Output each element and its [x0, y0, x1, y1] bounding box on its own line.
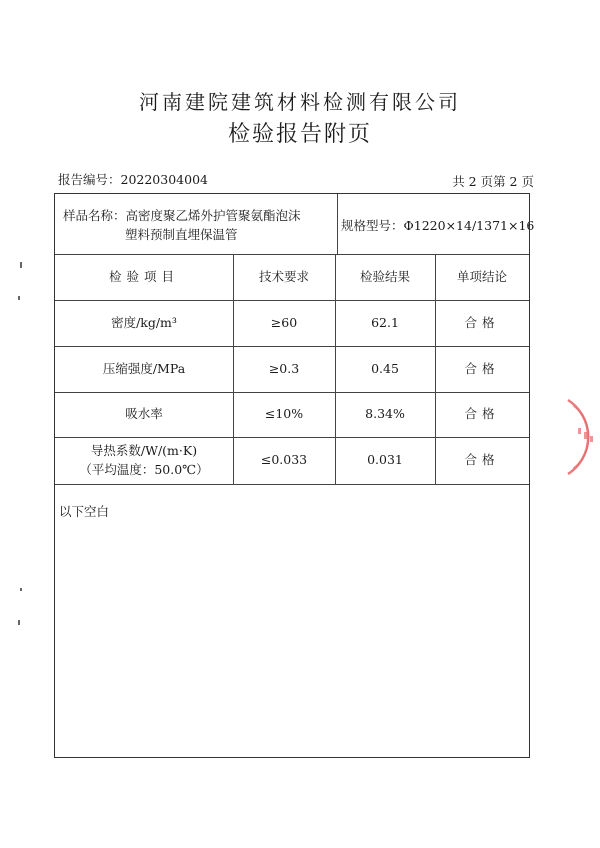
- inspection-table: [54, 193, 535, 758]
- scan-mark: [18, 620, 20, 625]
- table-cell-item: 密度/kg/m³: [111, 314, 177, 330]
- page-title: 检验报告附页: [227, 122, 372, 147]
- item-label: 导热系数/W/(m·K): [90, 443, 198, 459]
- blank-below-note: 以下空白: [59, 504, 110, 519]
- spec-label: 规格型号：: [341, 218, 404, 233]
- scan-mark: [20, 588, 22, 591]
- item-note: （平均温度：50.0℃）: [79, 461, 209, 477]
- table-cell-requirement: ≥0.3: [268, 360, 300, 376]
- organization-name: 河南建院建筑材料检测有限公司: [139, 90, 461, 114]
- spec-value: Φ1220×14/1371×16: [403, 218, 535, 233]
- sample-name-line2: 塑料预制直埋保温管: [125, 227, 238, 243]
- header-item: 检验项目: [108, 268, 179, 284]
- header-conclusion: 单项结论: [456, 268, 507, 284]
- table-cell-item: 吸水率: [125, 406, 163, 422]
- table-cell-item: 压缩强度/MPa: [102, 360, 186, 376]
- sample-name: [63, 206, 335, 245]
- table-cell-requirement: ≤0.033: [260, 452, 308, 468]
- report-number: 报告编号：20220304004: [58, 172, 208, 187]
- spec-field: [341, 216, 534, 234]
- page-indicator: 共 2 页第 2 页: [452, 174, 534, 189]
- sample-name-label: 样品名称：: [63, 208, 126, 223]
- header-result: 检验结果: [359, 268, 410, 284]
- sample-name-line1: 高密度聚乙烯外护管聚氨酯泡沫: [125, 208, 301, 223]
- table-cell-result: 0.031: [367, 452, 403, 468]
- table-cell-result: 62.1: [371, 314, 399, 330]
- table-cell-requirement: ≤10%: [264, 406, 304, 422]
- table-cell-item: [55, 437, 233, 484]
- header-requirement: 技术要求: [258, 268, 309, 284]
- table-cell-conclusion: 合格: [464, 406, 500, 422]
- scan-mark: [18, 296, 20, 300]
- row-divider: [55, 484, 529, 485]
- column-divider: [337, 194, 338, 254]
- table-cell-conclusion: 合格: [464, 314, 500, 330]
- table-cell-conclusion: 合格: [464, 452, 500, 468]
- table-cell-conclusion: 合格: [464, 360, 500, 376]
- table-cell-requirement: ≥60: [270, 314, 298, 330]
- table-cell-result: 0.45: [371, 360, 399, 376]
- scan-mark: [20, 262, 22, 268]
- red-seal-icon: [556, 392, 600, 482]
- table-cell-result: 8.34%: [365, 406, 405, 422]
